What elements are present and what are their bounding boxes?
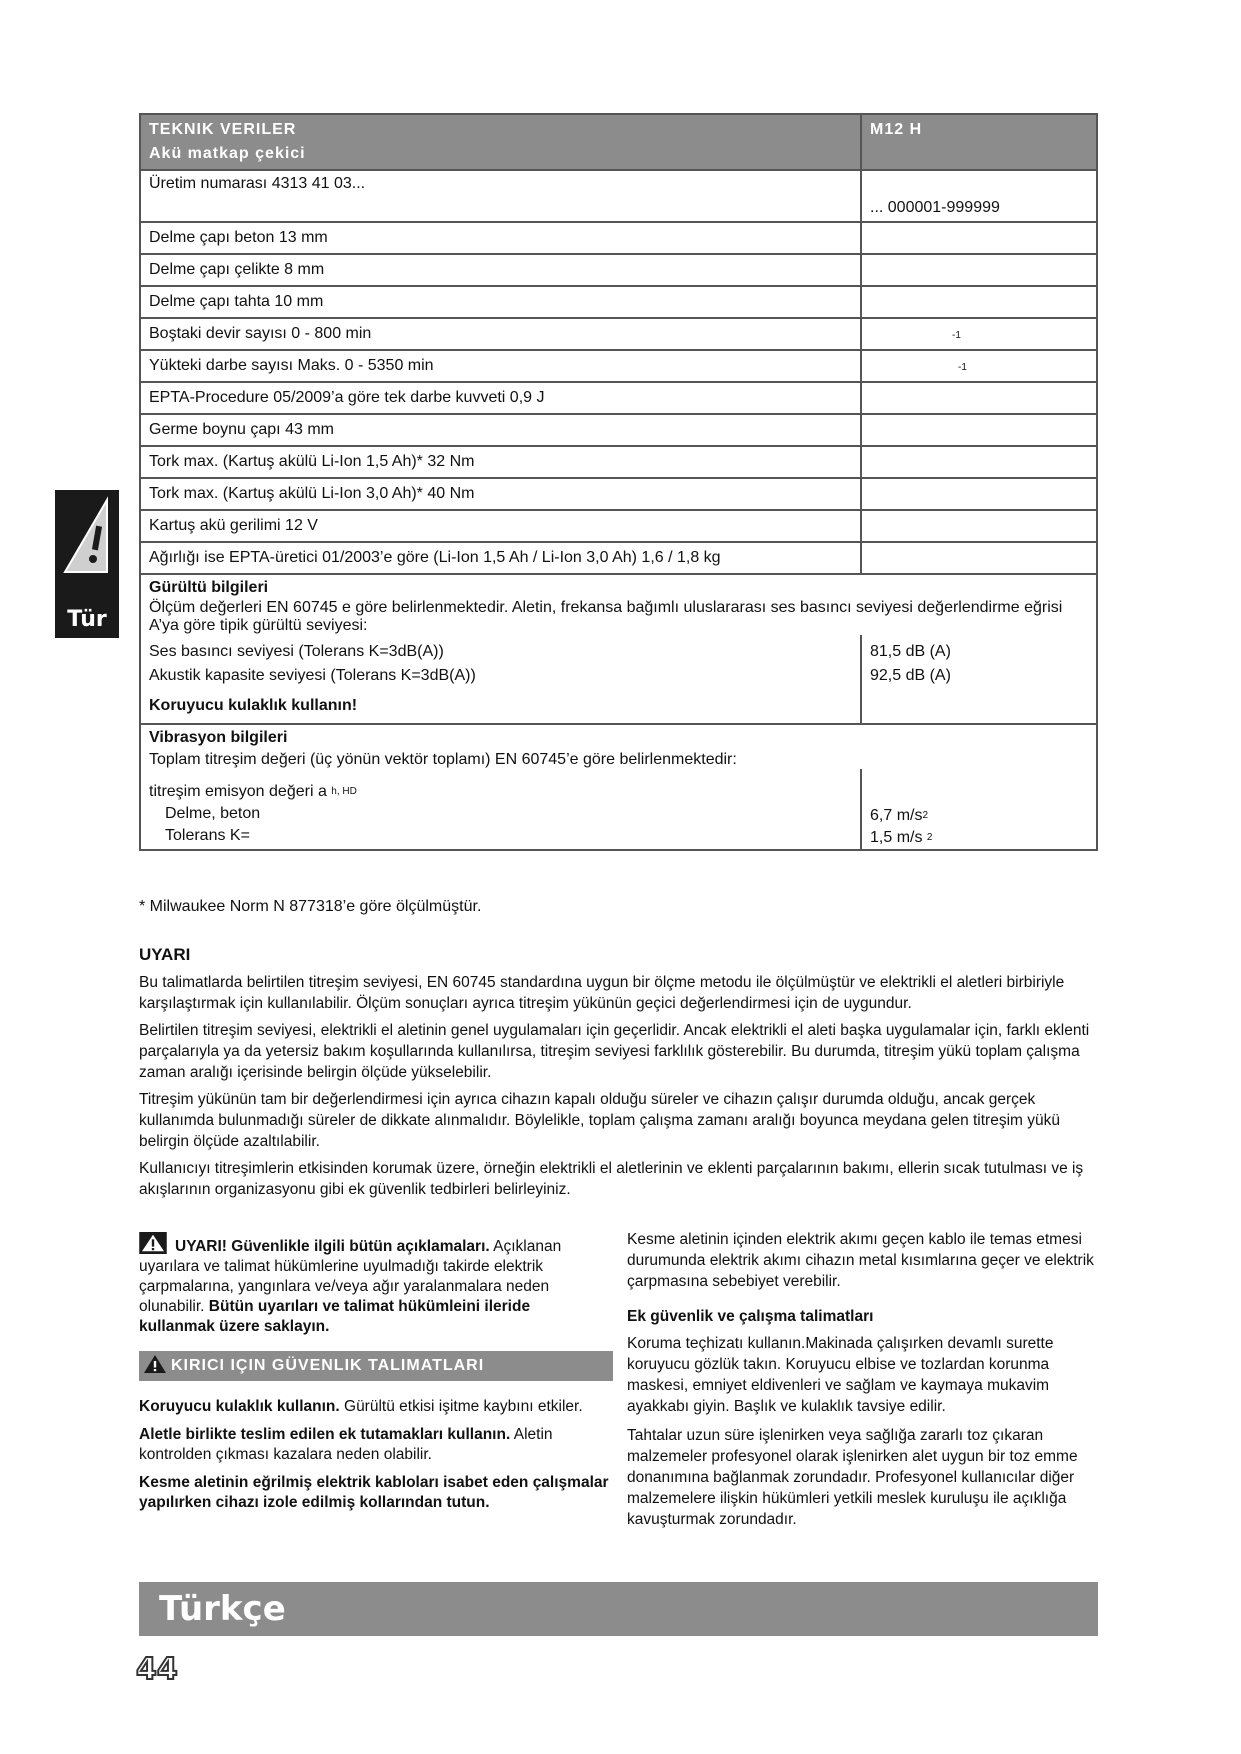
unit-exponent: 2 — [922, 810, 929, 821]
table-row — [140, 254, 1097, 286]
keep-instructions-note: Bütün uyarıları ve talimat hükümleini ileride kullanmak üzere saklayın. — [139, 1298, 531, 1335]
vibration-title: Vibrasyon bilgileri — [149, 729, 288, 746]
emission-label: titreşim emisyon değeri a — [149, 783, 327, 800]
table-row — [140, 510, 1097, 542]
table-row — [140, 350, 1097, 382]
language-side-tab — [55, 490, 119, 638]
row-label: EPTA-Procedure 05/2009’a göre tek darbe kuvveti 0,9 J — [140, 382, 861, 414]
unit-exponent: 2 — [926, 832, 933, 843]
drill-concrete-value: 6,7 m/s — [870, 807, 923, 824]
noise-values — [140, 635, 1097, 724]
hearing-protection-text: Gürültü etkisi işitme kaybını etkiler. — [339, 1398, 583, 1415]
warning-icon — [139, 1232, 167, 1254]
row-label: Delme çapı beton 13 mm — [140, 222, 861, 254]
paragraph: Kullanıcıyı titreşimlerin etkisinden korumak üzere, örneğin elektrikli el aletlerinin ve eklenti parçalarının bakımı, ellerin sıcak tutulması ve iş akışlarının organizasyonu gibi ek güvenlik tedbirleri belirleyiniz. — [139, 1160, 1084, 1198]
serial-row — [140, 170, 1097, 222]
vibration-section — [140, 724, 1097, 769]
warning-triangle-icon — [61, 496, 113, 576]
sound-power-label: Akustik kapasite seviyesi (Tolerans K=3dB(A)) — [149, 667, 476, 684]
table-header-row — [140, 114, 1097, 170]
table-row — [140, 414, 1097, 446]
warning-paragraphs — [139, 972, 1099, 1206]
table-row — [140, 318, 1097, 350]
safety-section-bar — [139, 1351, 613, 1381]
sound-pressure-label: Ses basıncı seviyesi (Tolerans K=3dB(A)) — [149, 643, 444, 660]
table-row — [140, 286, 1097, 318]
table-row — [140, 382, 1097, 414]
right-column — [627, 1229, 1099, 1538]
row-label: Tork max. (Kartuş akülü Li-Ion 1,5 Ah)* 32 Nm — [140, 446, 861, 478]
row-label: Delme çapı çelikte 8 mm — [140, 254, 861, 286]
vibration-description: Toplam titreşim değeri (üç yönün vektör toplamı) EN 60745’e göre belirlenmektedir: — [149, 751, 737, 768]
serial-label: Üretim numarası 4313 41 03... — [140, 170, 861, 222]
table-subtitle: Akü matkap çekici — [149, 145, 306, 162]
paragraph: Koruma teçhizatı kullanın.Makinada çalışırken devamlı surette koruyucu gözlük takın. Koruyucu elbise ve tozlardan korunma maskesi, emniyet eldivenleri ve sağlam ve kaymaya mukavim ayakkabı giyin. Başlık ve kulaklık tavsiye edilir. — [627, 1335, 1054, 1415]
tolerance-label: Tolerans K= — [165, 827, 250, 844]
footnote: * Milwaukee Norm N 877318’e göre ölçülmüştür. — [139, 898, 482, 915]
table-row — [140, 542, 1097, 574]
sound-pressure-value: 81,5 dB (A) — [870, 643, 951, 660]
warning-heading: UYARI — [139, 945, 191, 964]
emission-subscript: h, HD — [331, 786, 357, 797]
left-column — [139, 1232, 609, 1521]
language-footer-bar: Türkçe — [139, 1582, 1098, 1636]
paragraph: Titreşim yükünün tam bir değerlendirmesi için ayrıca cihazın kapalı olduğu süreler ve cihazın çalışır durumda olduğu, ancak gerçek kullanımda bulunmadığı süreler de dikkate alınmalıdır. Böylelikle, toplam çalışma zamanı aralığı boyunca meydana gelen titreşim yükü belirgin ölçüde azaltılabilir. — [139, 1091, 1060, 1150]
row-label: Delme çapı tahta 10 mm — [140, 286, 861, 318]
hearing-protection-note: Koruyucu kulaklık kullanın! — [149, 697, 358, 714]
side-tab-label: Tür — [67, 607, 107, 632]
table-row — [140, 222, 1097, 254]
safety-section-title: KIRICI IÇIN GÜVENLIK TALIMATLARI — [171, 1357, 485, 1374]
noise-description: Ölçüm değerleri EN 60745 e göre belirlenmektedir. Aletin, frekansa bağımlı uluslararası ses basıncı seviyesi değerlendirme eğrisi A’ya göre tipik gürültü seviyesi: — [149, 599, 1063, 634]
auxiliary-handle-bold: Aletle birlikte teslim edilen ek tutamakları kullanın. — [139, 1426, 511, 1443]
hearing-protection-bold: Koruyucu kulaklık kullanın. — [139, 1398, 340, 1415]
paragraph: Belirtilen titreşim seviyesi, elektrikli el aletinin genel uygulamaları için geçerlidir. Ancak elektrikli el aleti başka uygulamalar için, farklı eklenti parçalarıyla ya da yetersiz bakım koşullarında kullanılırsa, titreşim seviyesi farklılık gösterebilir. Bu durumda, titreşim yükü toplam çalışma zaman aralığı içerisinde belirgin ölçüde yükselebilir. — [139, 1022, 1090, 1081]
model-name: M12 H — [861, 114, 1097, 170]
serial-value: ... 000001-999999 — [861, 170, 1097, 222]
row-label: Kartuş akü gerilimi 12 V — [140, 510, 861, 542]
tolerance-value: 1,5 m/s — [870, 829, 923, 846]
row-label: Germe boynu çapı 43 mm — [140, 414, 861, 446]
noise-section — [140, 574, 1097, 635]
paragraph: Tahtalar uzun süre işlenirken veya sağlığa zararlı toz çıkaran malzemeler profesyonel olarak işlenirken alet uygun bir toz emme donanımına bağlanmak zorundadır. Profesyonel kullanıcılar diğer malzemelere ilişkin hükümleri yetkili meslek kuruluşu ile açıklığa kavuşturmak zorundadır. — [627, 1427, 1078, 1528]
row-label: Tork max. (Kartuş akülü Li-Ion 3,0 Ah)* 40 Nm — [140, 478, 861, 510]
paragraph: Bu talimatlarda belirtilen titreşim seviyesi, EN 60745 standardına uygun bir ölçme metodu ile ölçülmüştür ve elektrikli el aletleri birbiriyle karşılaştırmak için kullanılabilir. Ölçüm sonuçları ayrıca titreşim yükünün geçici değerlendirmesi için de uygundur. — [139, 974, 1065, 1012]
unit-exponent: -1 — [952, 330, 961, 341]
warning-triangle-icon — [143, 1354, 167, 1374]
row-label: Boştaki devir sayısı 0 - 800 min — [140, 318, 861, 350]
technical-data-table — [139, 113, 1098, 851]
table-row — [140, 478, 1097, 510]
row-label: Ağırlığı ise EPTA-üretici 01/2003’e göre (Li-Ion 1,5 Ah / Li-Ion 3,0 Ah) 1,6 / 1,8 kg — [140, 542, 861, 574]
table-title: TEKNIK VERILER — [149, 121, 297, 138]
unit-exponent: -1 — [958, 362, 967, 373]
drill-concrete-label: Delme, beton — [165, 805, 261, 822]
general-warning-bold: UYARI! Güvenlikle ilgili bütün açıklamaları. — [175, 1238, 490, 1255]
vibration-values — [140, 769, 1097, 850]
insulated-grip-note: Kesme aletinin eğrilmiş elektrik kabloları isabet eden çalışmalar yapılırken cihazı izole edilmiş kollarından tutun. — [139, 1474, 609, 1511]
paragraph: Kesme aletinin içinden elektrik akımı geçen kablo ile temas etmesi durumunda elektrik akımı cihazın metal kısımlarına geçer ve elektrik çarpmasına sebebiyet verebilir. — [627, 1231, 1094, 1290]
additional-safety-heading: Ek güvenlik ve çalışma talimatları — [627, 1308, 874, 1325]
auxiliary-handle-text: Aletin kontrolden çıkması kazalara neden olabilir. — [139, 1426, 553, 1463]
sound-power-value: 92,5 dB (A) — [870, 667, 951, 684]
table-row — [140, 446, 1097, 478]
noise-title: Gürültü bilgileri — [149, 579, 269, 596]
general-warning-text: Açıklanan uyarılara ve talimat hükümlerine uyulmadığı takirde elektrik çarpmalarına, yangınlara ve/veya ağır yaralanmalara neden olunabilir. — [139, 1238, 562, 1315]
page-number: 44 — [136, 1652, 178, 1687]
row-label: Yükteki darbe sayısı Maks. 0 - 5350 min — [140, 350, 861, 382]
